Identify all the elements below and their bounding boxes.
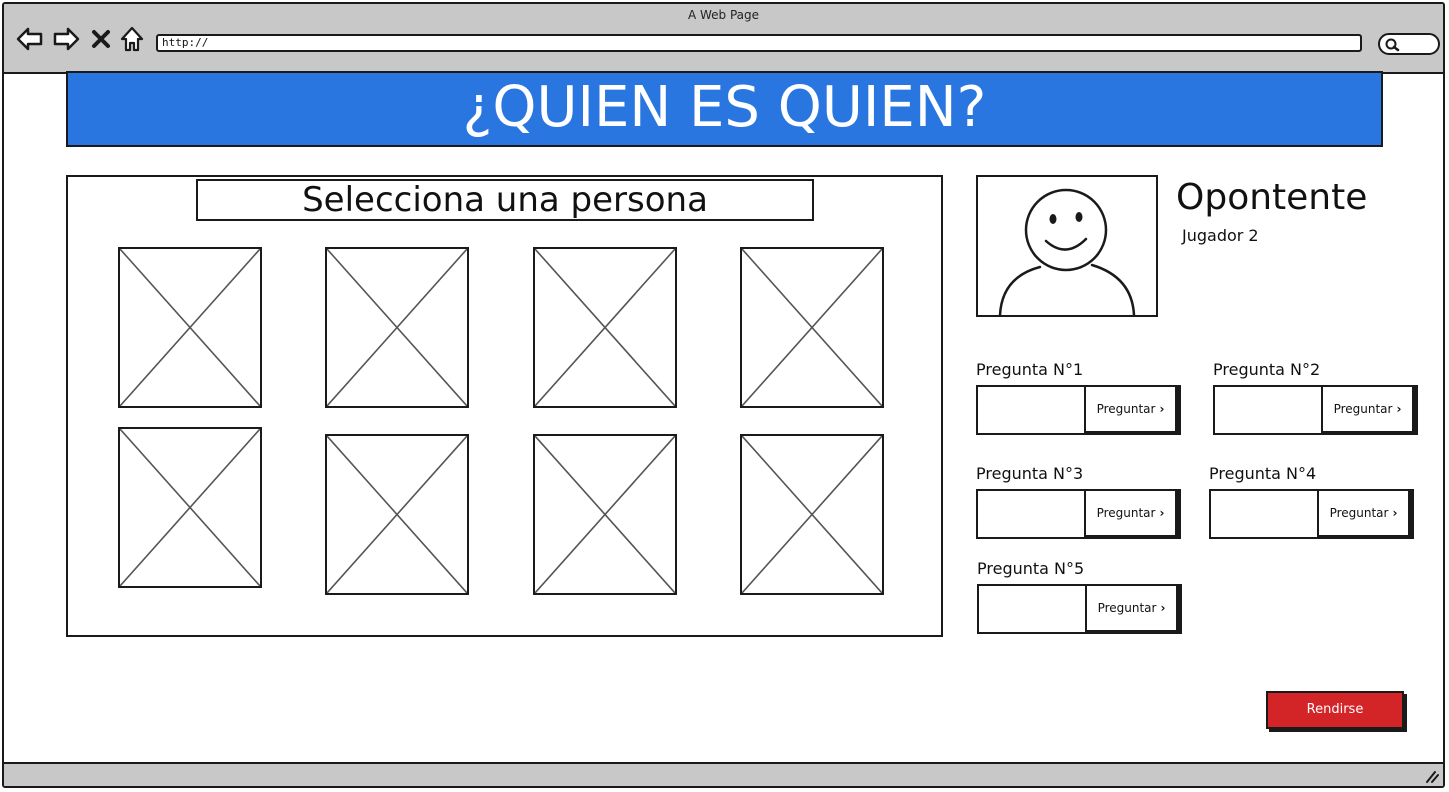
browser-statusbar — [4, 762, 1443, 786]
opponent-subtitle: Jugador 2 — [1182, 226, 1259, 245]
question-1-group — [976, 385, 1181, 435]
question-3-input[interactable] — [978, 491, 1090, 537]
ask-button-label: Preguntar — [1333, 402, 1393, 416]
image-placeholder-icon — [742, 249, 882, 406]
opponent-name: Opontente — [1176, 177, 1368, 218]
image-placeholder-icon — [535, 249, 675, 406]
chevron-right-icon: › — [1159, 506, 1165, 520]
ask-button-label: Preguntar — [1097, 601, 1157, 615]
page-title: ¿QUIEN ES QUIEN? — [66, 71, 1383, 147]
chevron-right-icon: › — [1159, 402, 1165, 416]
character-card[interactable] — [740, 434, 884, 595]
image-placeholder-icon — [120, 249, 260, 406]
character-card[interactable] — [740, 247, 884, 408]
question-4-input[interactable] — [1211, 491, 1323, 537]
close-icon[interactable] — [90, 24, 112, 54]
image-placeholder-icon — [327, 436, 467, 593]
ask-button-label: Preguntar — [1096, 506, 1156, 520]
question-1-input[interactable] — [978, 387, 1090, 433]
character-card[interactable] — [118, 247, 262, 408]
opponent-avatar — [976, 175, 1158, 317]
character-board — [66, 175, 943, 637]
board-title: Selecciona una persona — [196, 179, 814, 221]
chevron-right-icon: › — [1392, 506, 1398, 520]
search-icon — [1384, 37, 1400, 53]
user-avatar-icon — [978, 177, 1156, 315]
ask-button-label: Preguntar — [1096, 402, 1156, 416]
image-placeholder-icon — [535, 436, 675, 593]
character-card[interactable] — [325, 247, 469, 408]
browser-search-box[interactable] — [1378, 33, 1440, 55]
character-card[interactable] — [533, 434, 677, 595]
question-5-input[interactable] — [979, 586, 1091, 632]
chevron-right-icon: › — [1160, 601, 1166, 615]
question-label: Pregunta N°4 — [1209, 464, 1317, 483]
ask-button[interactable] — [1084, 385, 1177, 433]
question-2-group — [1213, 385, 1418, 435]
question-label: Pregunta N°2 — [1213, 360, 1321, 379]
ask-button[interactable] — [1085, 584, 1178, 632]
question-2-input[interactable] — [1215, 387, 1327, 433]
window-title: A Web Page — [687, 8, 760, 22]
image-placeholder-icon — [742, 436, 882, 593]
forward-arrow-icon[interactable] — [52, 24, 80, 54]
home-icon[interactable] — [118, 24, 146, 54]
image-placeholder-icon — [120, 429, 260, 586]
character-card[interactable] — [325, 434, 469, 595]
resize-grip-icon[interactable] — [1423, 768, 1439, 784]
ask-button-label: Preguntar — [1329, 506, 1389, 520]
question-3-group — [976, 489, 1181, 539]
question-label: Pregunta N°3 — [976, 464, 1084, 483]
question-5-group — [977, 584, 1182, 634]
ask-button[interactable] — [1321, 385, 1414, 433]
character-card[interactable] — [533, 247, 677, 408]
question-label: Pregunta N°1 — [976, 360, 1084, 379]
character-card[interactable] — [118, 427, 262, 588]
chevron-right-icon: › — [1396, 402, 1402, 416]
url-input[interactable]: http:// — [156, 34, 1362, 52]
ask-button[interactable] — [1317, 489, 1410, 537]
surrender-button[interactable]: Rendirse — [1266, 691, 1404, 729]
ask-button[interactable] — [1084, 489, 1177, 537]
browser-titlebar — [4, 4, 1443, 74]
image-placeholder-icon — [327, 249, 467, 406]
question-label: Pregunta N°5 — [977, 559, 1085, 578]
back-arrow-icon[interactable] — [16, 24, 44, 54]
question-4-group — [1209, 489, 1414, 539]
